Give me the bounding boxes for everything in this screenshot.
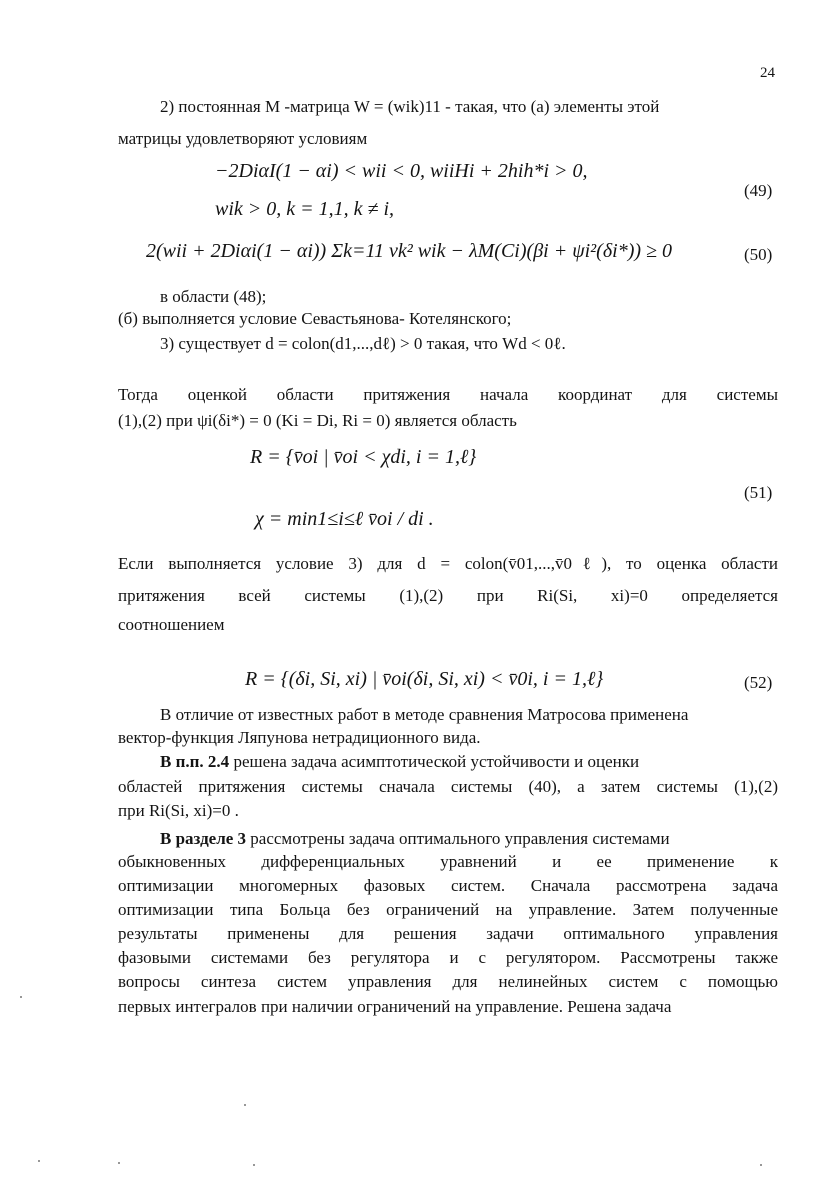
scan-speck [20,996,22,998]
scan-speck [244,1104,246,1106]
equation-number: (49) [744,181,773,200]
page-number: 24 [760,65,775,81]
equation-52: R = {(δi, Si, xi) | v̄oi(δi, Si, xi) < v̄0i, i = 1,ℓ} [245,668,604,690]
text-line: первых интегралов при наличии ограничений на управление. Решена задача [118,997,672,1016]
text-line: обыкновенных дифференциальных уравнений и ее применение к [118,852,778,871]
equation-number: (51) [744,483,773,502]
text-span: рассмотрены задача оптимального управления системами [246,829,670,848]
text-line: В отличие от известных работ в методе сравнения Матросова применена [160,705,689,724]
text-line: в области (48); [160,287,267,306]
text-line [160,751,639,773]
scan-speck [118,1162,120,1164]
equation-number: (52) [744,673,773,692]
text-line: соотношением [118,615,225,634]
equation-number: (50) [744,245,773,264]
text-line: при Ri(Si, xi)=0 . [118,801,239,820]
equation-49-line-2: wik > 0, k = 1,1, k ≠ i, [215,198,395,220]
section-ref: В разделе 3 [160,829,247,848]
text-line: матрицы удовлетворяют условиям [118,129,368,148]
text-line: (б) выполняется условие Севастьянова- Котелянского; [118,309,512,328]
text-line: фазовыми системами без регулятора и с регулятором. Рассмотрены также [118,948,778,967]
text-line: вопросы синтеза систем управления для нелинейных систем с помощью [118,972,778,991]
text-span: решена задача асимптотической устойчивости и оценки [229,752,640,771]
text-line: вектор-функция Ляпунова нетрадиционного вида. [118,728,481,747]
text-line: притяжения всей системы (1),(2) при Ri(Si, xi)=0 определяется [118,586,778,605]
text-line [160,828,670,850]
equation-51-line-2: χ = min1≤i≤ℓ v̄oi / di . [255,508,434,530]
equation-49-line-1: −2DiαI(1 − αi) < wii < 0, wiiHi + 2hih*i > 0, [215,160,588,182]
scan-speck [38,1160,40,1162]
equation-50: 2(wii + 2Diαi(1 − αi)) Σk=11 νk² wik − λM(Ci)(βi + ψi²(δi*)) ≥ 0 [146,240,672,262]
text-line: результаты применены для решения задачи оптимального управления [118,924,778,943]
section-ref: В п.п. 2.4 [160,752,230,771]
text-line: оптимизации многомерных фазовых систем. Сначала рассмотрена задача [118,876,778,895]
text-line: Тогда оценкой области притяжения начала координат для системы [118,385,778,404]
text-line: 3) существует d = colon(d1,...,dℓ) > 0 такая, что Wd < 0ℓ. [160,334,566,353]
text-line: Если выполняется условие 3) для d = colon(v̄01,...,v̄0ℓ), то оценка области [118,554,778,573]
text-line: областей притяжения системы сначала системы (40), а затем системы (1),(2) [118,777,778,796]
scan-speck [760,1164,762,1166]
equation-51-line-1: R = {v̄oi | v̄oi < χdi, i = 1,ℓ} [250,446,477,468]
text-line: 2) постоянная М -матрица W = (wik)11 - такая, что (а) элементы этой [160,97,660,116]
text-line: (1),(2) при ψi(δi*) = 0 (Ki = Di, Ri = 0) является область [118,411,517,430]
text-line: оптимизации типа Больца без ограничений на управление. Затем полученные [118,900,778,919]
scan-speck [253,1164,255,1166]
